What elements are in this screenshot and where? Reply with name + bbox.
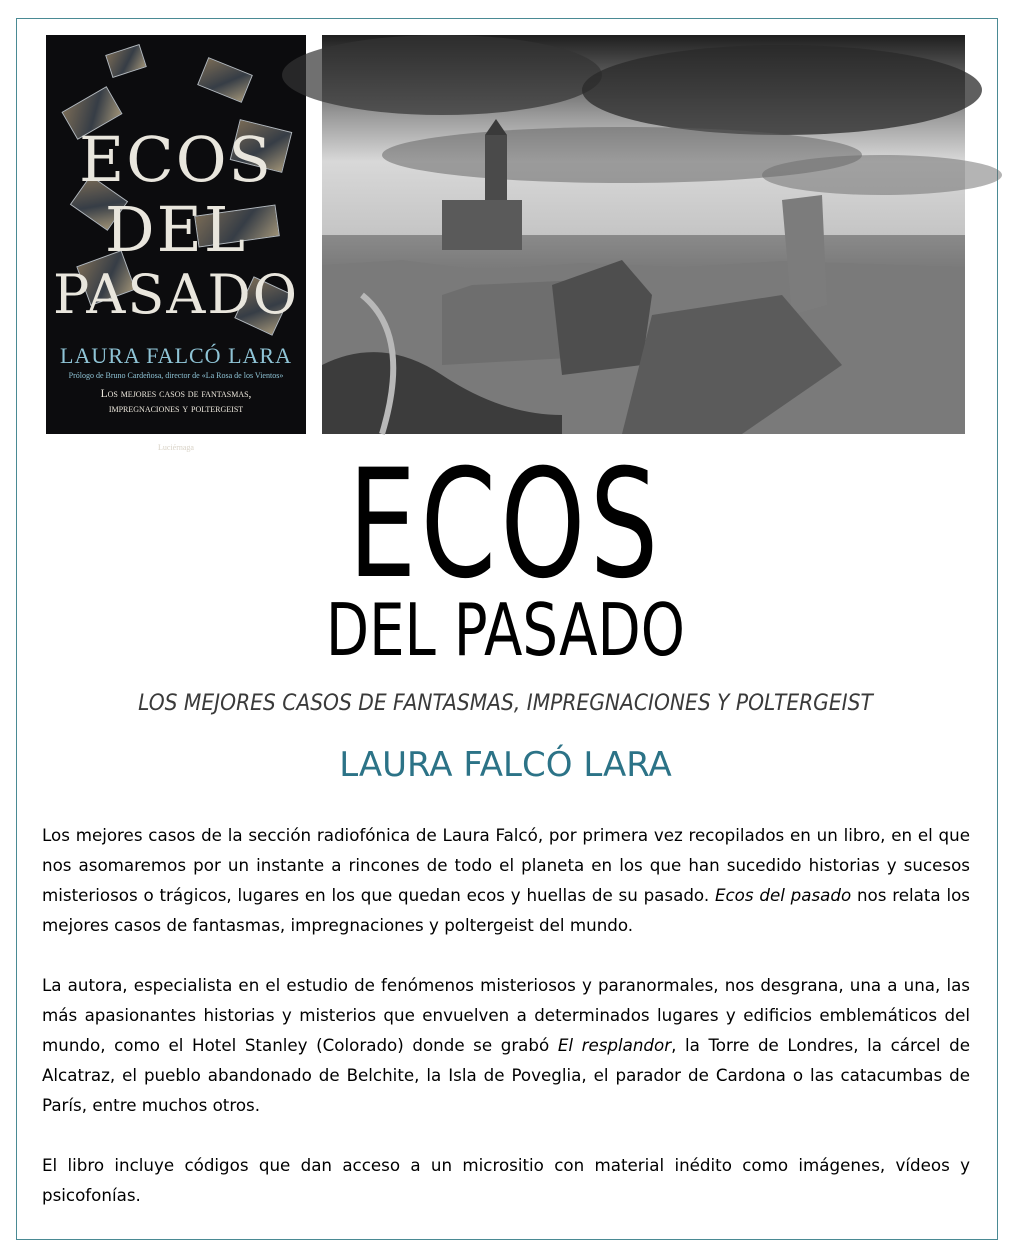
cover-glass-shard bbox=[105, 44, 147, 78]
cover-glass-shard bbox=[197, 57, 253, 103]
cover-title-line: DEL bbox=[104, 193, 248, 266]
film-title-italic: El resplandor bbox=[557, 1035, 672, 1055]
book-cover-image bbox=[46, 35, 306, 452]
ruins-photo bbox=[322, 35, 965, 434]
paragraph-text: La autora, especialista en el estudio de fenómenos misteriosos y paranormales, nos desgrana, una a una, las más apasionantes historias y misterios que envuelven a determinados lugares y edificios emblemáticos del mundo, como el Hotel Stanley (Colorado) donde se grabó bbox=[42, 975, 970, 1055]
cover-subtitle-line: impregnaciones y poltergeist bbox=[108, 403, 244, 415]
cover-publisher: Luciérnaga bbox=[158, 443, 194, 452]
book-subtitle: LOS MEJORES CASOS DE FANTASMAS, IMPREGNACIONES Y POLTERGEIST bbox=[138, 691, 873, 716]
cover-title-line: PASADO bbox=[53, 263, 299, 326]
paragraph-text: Los mejores casos de la sección radiofónica de Laura Falcó, por primera vez recopilados en un libro, en el que nos asomaremos por un instante a rincones de todo el planeta en los que han sucedido historias y sucesos misteriosos o trágicos, lugares en los que quedan ecos y huellas de su pasado. bbox=[42, 825, 970, 905]
author-name: LAURA FALCÓ LARA bbox=[339, 745, 672, 785]
description-text bbox=[42, 820, 970, 1210]
cover-title-line: ECOS bbox=[79, 123, 273, 196]
ruins-illustration bbox=[322, 35, 965, 434]
cover-prologue: Prólogo de Bruno Cardeñosa, director de «La Rosa de los Vientos» bbox=[68, 371, 284, 380]
cover-author: LAURA FALCÓ LARA bbox=[60, 343, 292, 368]
paragraph-text: nos relata los mejores casos de fantasmas, impregnaciones y poltergeist del mundo. bbox=[42, 885, 970, 935]
description-paragraph bbox=[42, 820, 970, 940]
description-paragraph bbox=[42, 970, 970, 1120]
page-title-secondary: DEL PASADO bbox=[325, 588, 685, 672]
page-title: ECOS bbox=[348, 438, 663, 612]
cover-subtitle-line: Los mejores casos de fantasmas, bbox=[100, 388, 252, 400]
book-title-italic: Ecos del pasado bbox=[714, 885, 852, 905]
paragraph-text: , la Torre de Londres, la cárcel de Alcatraz, el pueblo abandonado de Belchite, la Isla de Poveglia, el parador de Cardona o las catacumbas de París, entre muchos otros. bbox=[42, 1035, 970, 1115]
cover-subtitle bbox=[66, 387, 286, 417]
description-paragraph: El libro incluye códigos que dan acceso a un micrositio con material inédito como imágenes, vídeos y psicofonías. bbox=[42, 1155, 970, 1205]
